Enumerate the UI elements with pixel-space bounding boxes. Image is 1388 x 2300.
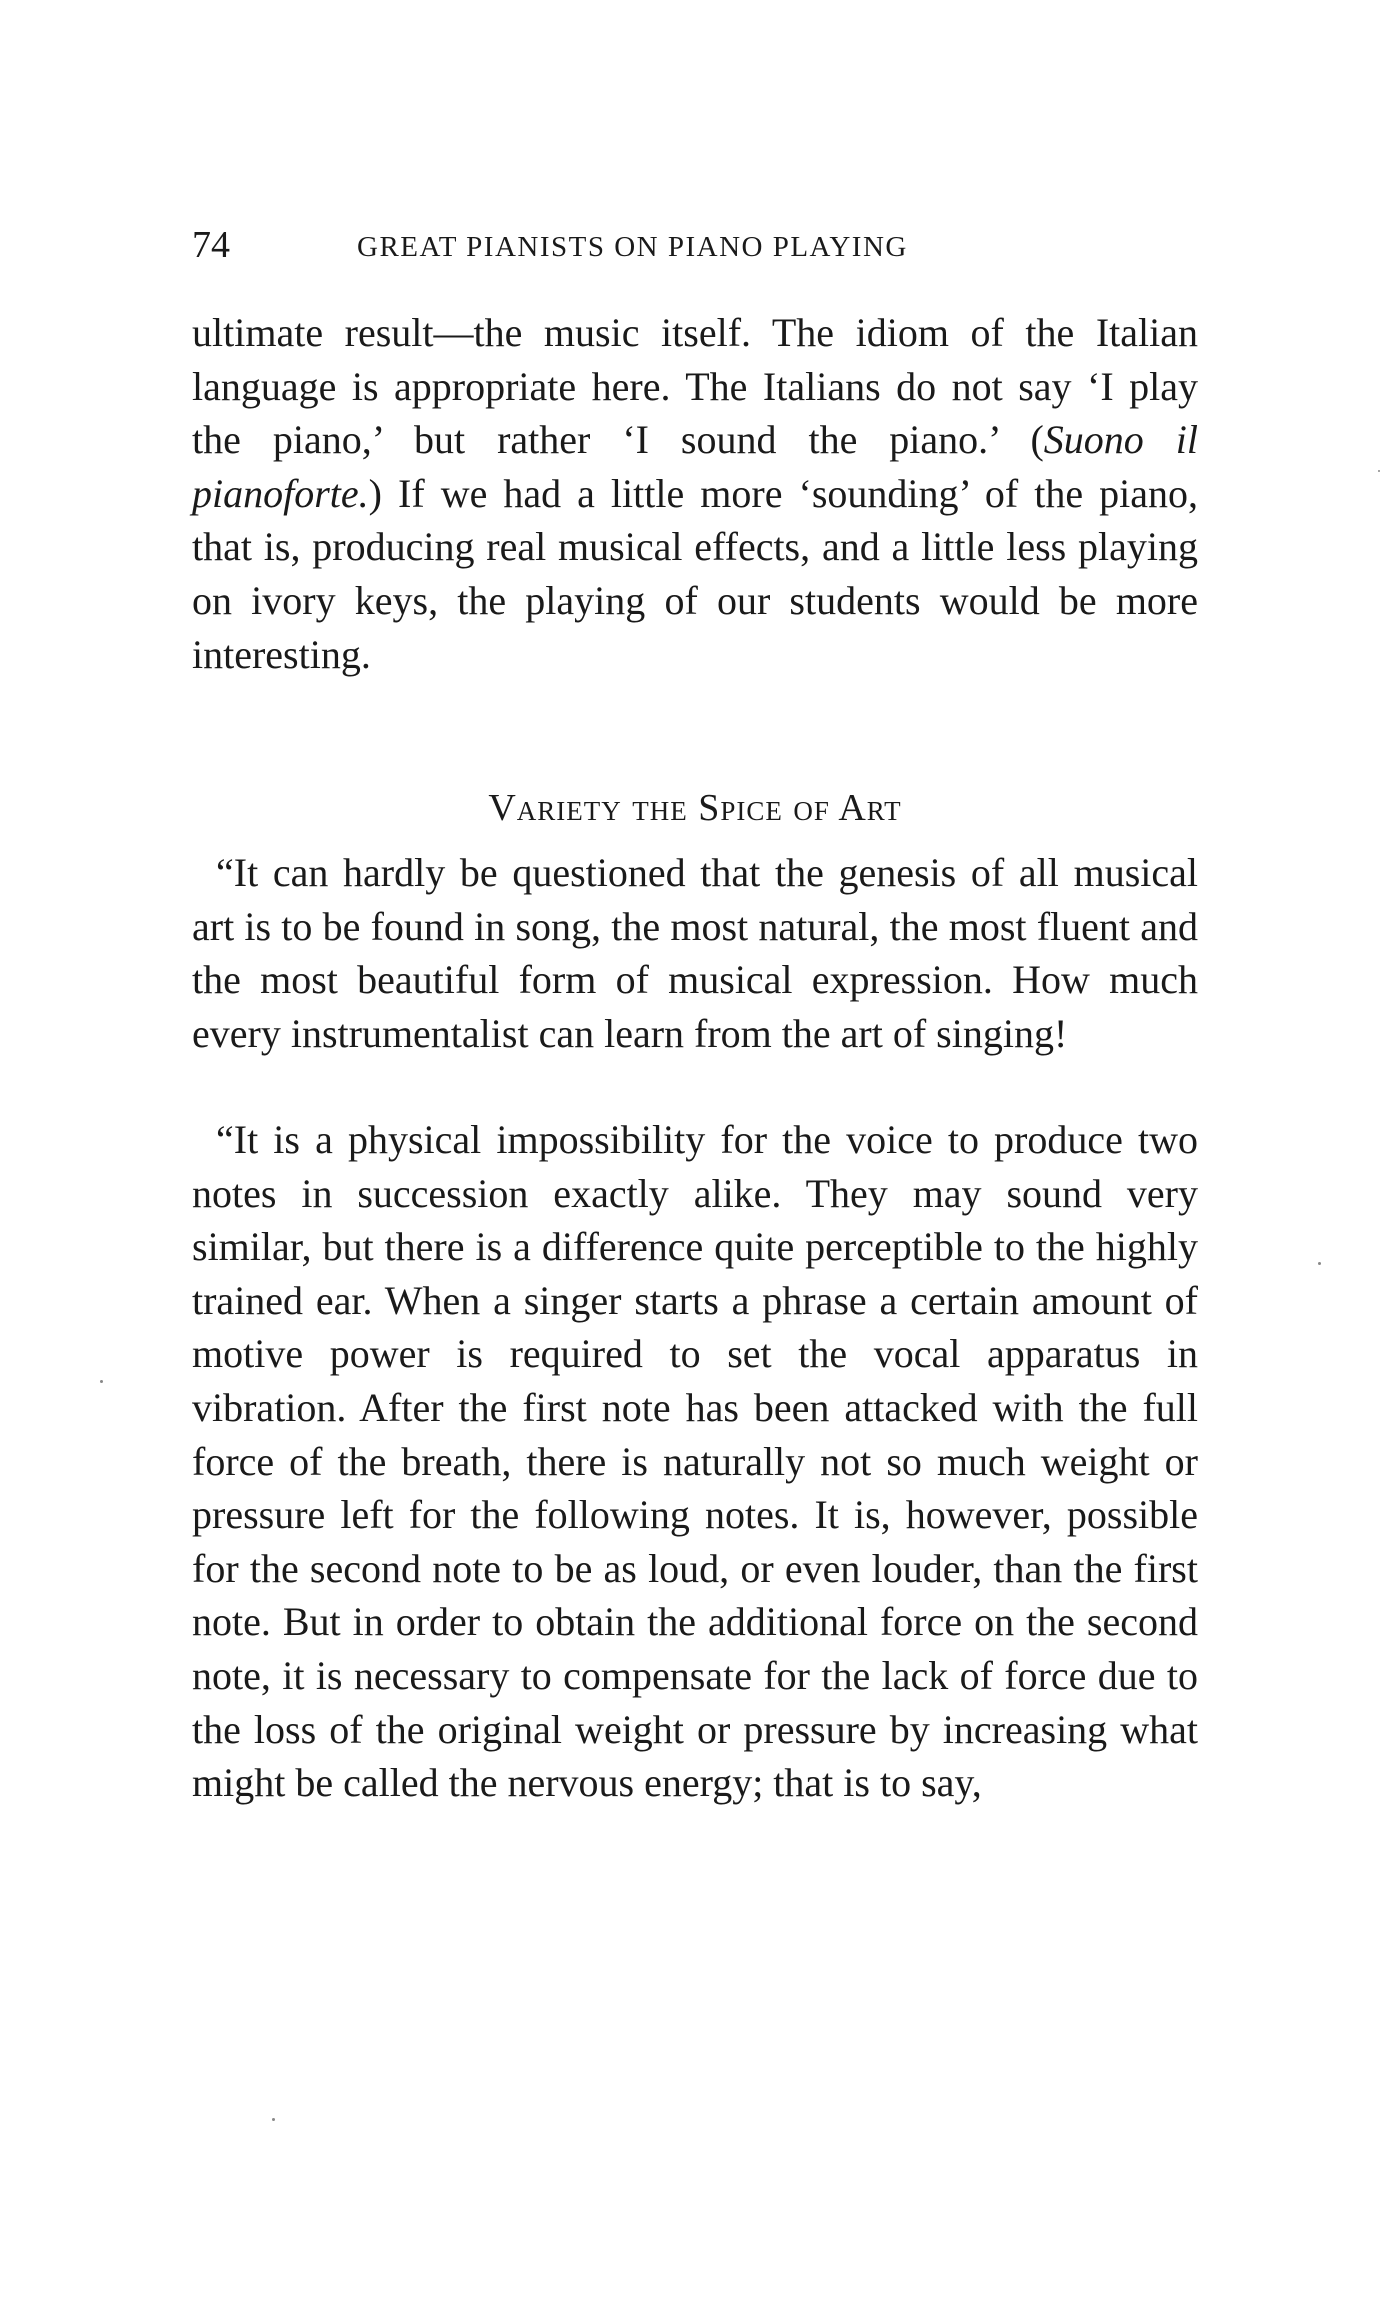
paragraph-1: [192, 306, 1198, 681]
paragraph-1-text-end: ) If we had a little more ‘sounding’ of the piano, that is, producing real musical effects, and a little less playing on ivory keys, the playing of our students would be more interesting.: [192, 470, 1198, 677]
running-head: [192, 220, 1032, 270]
running-title: GREAT PIANISTS ON PIANO PLAYING: [357, 231, 908, 263]
paragraph-1-text: [192, 306, 1198, 681]
paper-speck: [1318, 1262, 1321, 1265]
page-number: 74: [192, 224, 230, 266]
paper-speck: [272, 2118, 275, 2121]
paragraph-3-text: “It is a physical impossibility for the voice to produce two notes in succession exactly alike. They may sound very similar, but there is a difference quite perceptible to the highly trained ear. When a singer starts a phrase a certain amount of motive power is required to set the vocal apparatus in vibration. After the first note has been attacked with the full force of the breath, there is naturally not so much weight or pressure left for the following notes. It is, however, possible for the second note to be as loud, or even louder, than the first note. But in order to obtain the additional force on the second note, it is necessary to compensate for the lack of force due to the loss of the original weight or pressure by increasing what might be called the nervous energy; that is to say,: [192, 1117, 1198, 1806]
paragraph-3: [192, 1113, 1198, 1810]
paper-speck: [1378, 470, 1380, 472]
paragraph-2: [192, 846, 1198, 1060]
italian-phrase: Suono il pianoforte.: [192, 417, 1198, 516]
paragraph-1-text-start: ultimate result—the music itself. The idiom of the Italian language is appropriate here. The Italians do not say ‘I play the piano,’ but rather ‘I sound the piano.’ (: [192, 310, 1198, 463]
paragraph-2-text: “It can hardly be questioned that the genesis of all musical art is to be found in song, the most natural, the most fluent and the most beautiful form of musical expression. How much every instrumentalist can learn from the art of singing!: [192, 850, 1198, 1056]
section-heading: Variety the Spice of Art: [488, 787, 902, 829]
paper-speck: [100, 1380, 103, 1383]
